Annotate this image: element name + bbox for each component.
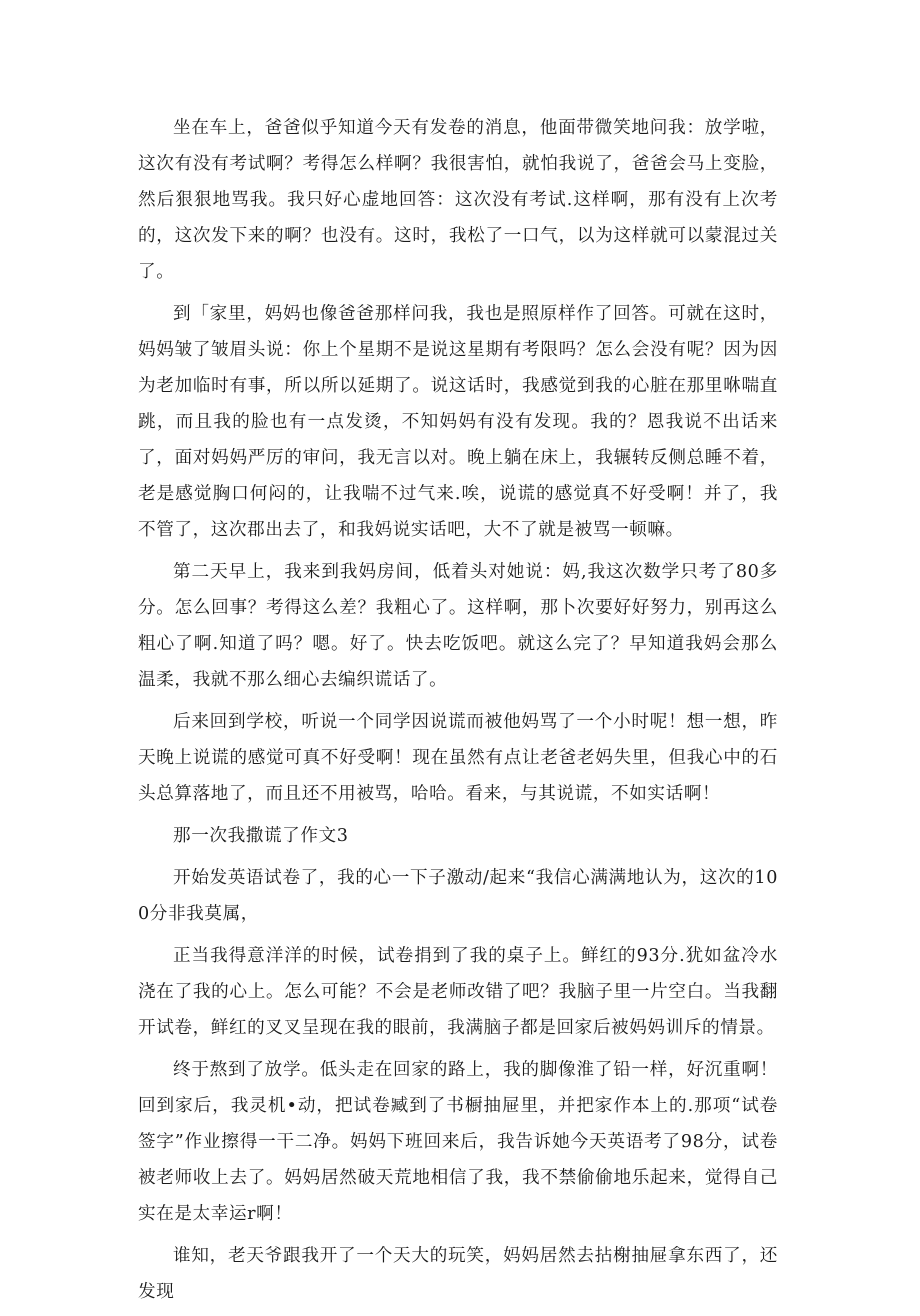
paragraph-score-93: 正当我得意洋洋的时候，试卷捐到了我的桌子上。鲜红的93分.犹如盆冷水浇在了我的心上。怎么可能？不会是老师改错了吧？我脑子里一片空白。当我翻开试卷，鲜红的叉叉呈现在我的眼前，我满脑子都是回家后被妈妈训斥的情景。 — [138, 946, 778, 1038]
paragraph-next-morning: 第二天早上，我来到我妈房间，低着头对她说：妈,我这次数学只考了80多分。怎么回事？考得这么差？我粗心了。这样啊，那卜次要好好努力，别再这么粗心了啊.知道了吗？嗯。好了。快去吃饭吧。就这么完了？早知道我妈会那么温柔，我就不那么细心去编织谎话了。 — [138, 562, 778, 690]
paragraph-english-test: 开始发英语试卷了，我的心一下子激动/起来“我信心满满地认为，这次的100分非我莫属， — [138, 868, 778, 924]
essay-title-3: 那一次我撒谎了作文3 — [173, 826, 349, 846]
paragraph-back-at-school: 后来回到学校，听说一个同学因说谎而被他妈骂了一个小时呢！想一想，昨天晚上说谎的感觉可真不好受啊！现在虽然有点让老爸老妈失里，但我心中的石头总算落地了，而且还不用被骂，哈哈。看来，与其说谎，不如实话啊！ — [138, 712, 778, 804]
paragraph-at-home: 到「家里，妈妈也像爸爸那样问我，我也是照原样作了回答。可就在这时，妈妈皱了皱眉头说：你上个星期不是说这星期有考限吗？怎么会没有呢？因为因为老加临时有事，所以所以延期了。说这话时，我感觉到我的心脏在那里咻喘直跳，而且我的脸也有一点发烫，不知妈妈有没有发现。我的？恩我说不出话来了，面对妈妈严厉的审问，我无言以对。晚上躺在床上，我辗转反侧总睡不着，老是感觉胸口何闷的，让我喘不过气来.唉，说谎的感觉真不好受啊！并了，我不管了，这次郡出去了，和我妈说实话吧，大不了就是被骂一顿嘛。 — [138, 304, 778, 540]
paragraph-after-school: 终于熬到了放学。低头走在回家的路上，我的脚像淮了铅一样，好沉重啊！回到家后，我灵机•动，把试卷臧到了书橱抽屉里，并把家作本上的.那项“试卷签字”作业擦得一干二净。妈妈下班回来后，我告诉她今天英语考了98分，试卷被老师收上去了。妈妈居然破天荒地相信了我，我不禁偷偷地乐起来，觉得自己实在是太幸运r啊！ — [138, 1060, 778, 1224]
paragraph-twist: 谁知，老天爷跟我开了一个天大的玩笑，妈妈居然去拈榭抽屉拿东西了，还发现 — [138, 1246, 778, 1302]
paragraph-car-ride: 坐在车上，爸爸似乎知道今天有发卷的消息，他面带微笑地问我：放学啦，这次有没有考试啊？考得怎么样啊？我很害怕，就怕我说了，爸爸会马上变脸，然后狠狠地骂我。我只好心虚地回答：这次没有考试.这样啊，那有没有上次考的，这次发下来的啊？也没有。这时，我松了一口气，以为这样就可以蒙混过关了。 — [138, 118, 778, 282]
essay-body — [138, 110, 778, 1316]
